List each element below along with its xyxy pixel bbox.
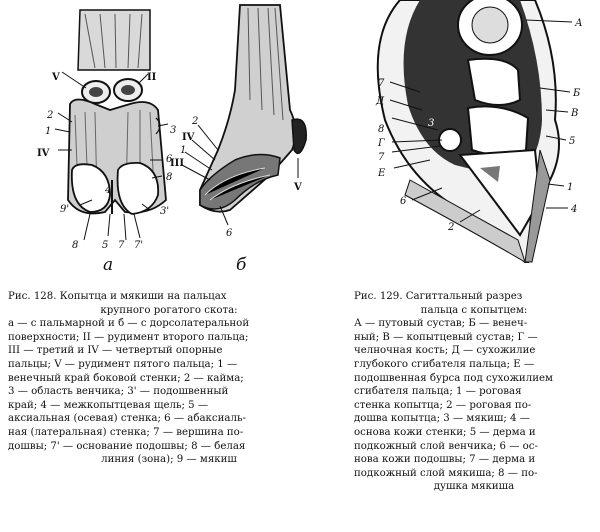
fig128-label-2: 2 — [47, 110, 54, 121]
fig129-caption — [354, 290, 594, 494]
fig129-caption-line: ный; В — копытцевый сустав; Г — — [354, 331, 538, 343]
fig128-label-IV: IV — [37, 148, 50, 159]
fig129-illustration — [378, 0, 572, 262]
fig128-label-7: 7 — [118, 240, 125, 251]
fig128-caption-line: 3 — область венчика; 3' — подошвенный — [8, 386, 229, 398]
fig128b-label-1: 1 — [180, 145, 187, 156]
fig128-drawing — [0, 0, 340, 280]
fig128-label-8b: 8 — [72, 240, 79, 251]
fig128-label-3prime: 3' — [160, 206, 170, 217]
fig129-caption-line: сгибателя пальца; 1 — роговая — [354, 386, 522, 398]
fig128-caption-line: дошвы; 7' — основание подошвы; 8 — белая — [8, 440, 246, 452]
fig129-caption-title: Рис. 129. Сагиттальный разрез — [354, 291, 523, 302]
fig129-label-V: В — [571, 108, 579, 119]
fig129-label-B: Б — [573, 88, 581, 99]
fig128b-label-2: 2 — [192, 116, 199, 127]
fig128b-hoof-illustration — [182, 5, 306, 225]
fig129-caption-line: подошвенная бурса под сухожилием — [354, 372, 553, 384]
fig128-caption-line: III — третий и IV — четвертый опорные — [8, 345, 223, 357]
fig128-label-4: 4 — [105, 185, 112, 196]
fig129-caption-last: душка мякиша — [433, 481, 515, 493]
fig128-subfigure-b: б — [236, 255, 247, 275]
fig129-label-G: Г — [378, 138, 385, 149]
fig128-caption-line: аксиальная (осевая) стенка; 6 — абаксиаль- — [8, 413, 246, 425]
fig129-label-A: А — [575, 18, 583, 29]
fig129-caption-line: А — путовый сустав; Б — венеч- — [354, 318, 528, 330]
fig128-caption-last: линия (зона); 9 — мякиш — [101, 454, 237, 466]
fig129-caption-title-cont: пальца с копытцем: — [420, 304, 528, 316]
fig128-label-6: 6 — [166, 154, 173, 165]
fig129-label-2: 2 — [448, 222, 455, 233]
fig128-label-V: V — [52, 72, 60, 83]
fig128-caption — [8, 290, 330, 467]
fig128a-hoof-illustration — [55, 10, 168, 240]
fig128-label-7prime: 7' — [134, 240, 144, 251]
fig129-caption-line: нова кожи подошвы; 7 — дерма и — [354, 454, 536, 466]
fig129-label-1: 1 — [567, 182, 574, 193]
fig129-label-3: 3 — [428, 118, 435, 129]
fig128-label-1: 1 — [45, 126, 52, 137]
fig128-caption-line: а — с пальмарной и б — с дорсолатеральной — [8, 318, 250, 330]
fig128b-label-III: III — [170, 158, 185, 169]
fig128-label-9: 9' — [60, 204, 70, 215]
fig129-caption-line: стенка копытца; 2 — роговая по- — [354, 399, 532, 411]
fig129-label-D: Д — [376, 96, 385, 107]
fig129-caption-line: челночная кость; Д — сухожилие — [354, 345, 536, 357]
fig128-label-3: 3 — [170, 125, 177, 136]
fig128-caption-line: край; 4 — межкопытцевая щель; 5 — — [8, 399, 209, 411]
fig129-sagittal-section-drawing — [350, 0, 600, 270]
fig128-subfigure-a: а — [103, 255, 114, 275]
fig128-label-8: 8 — [166, 172, 173, 183]
fig129-label-7: 7 — [378, 78, 385, 89]
fig129-label-6: 6 — [400, 196, 407, 207]
fig129-caption-line: подкожный слой венчика; 6 — ос- — [354, 440, 538, 452]
fig129-label-5: 5 — [569, 136, 576, 147]
fig128b-label-V: V — [294, 182, 302, 193]
fig128b-label-6: 6 — [226, 228, 233, 239]
fig128-caption-title: Рис. 128. Копытца и мякиши на пальцах — [8, 291, 227, 302]
fig128-caption-line: ная (латеральная) стенка; 7 — вершина по- — [8, 426, 244, 438]
fig128-caption-line: венечный край боковой стенки; 2 — кайма; — [8, 372, 244, 384]
fig128-caption-line: пальцы; V — рудимент пятого пальца; 1 — — [8, 358, 238, 370]
fig129-label-E: Е — [378, 168, 386, 179]
fig129-label-8: 8 — [378, 124, 385, 135]
fig129-caption-line: подкожный слой мякиша; 8 — по- — [354, 467, 538, 479]
fig128b-label-IV: IV — [182, 132, 195, 143]
fig129-caption-line: дошва копытца; 3 — мякиш; 4 — — [354, 413, 530, 425]
fig128-label-5: 5 — [102, 240, 109, 251]
fig128-caption-title-cont: крупного рогатого скота: — [100, 304, 238, 316]
fig129-caption-line: глубокого сгибателя пальца; Е — — [354, 358, 535, 370]
fig128-label-II: II — [147, 72, 157, 83]
fig129-label-7b: 7 — [378, 152, 385, 163]
fig129-label-4: 4 — [571, 204, 578, 215]
fig128-caption-line: поверхности; II — рудимент второго пальца; — [8, 331, 249, 343]
fig129-caption-line: основа кожи стенки; 5 — дерма и — [354, 426, 536, 438]
